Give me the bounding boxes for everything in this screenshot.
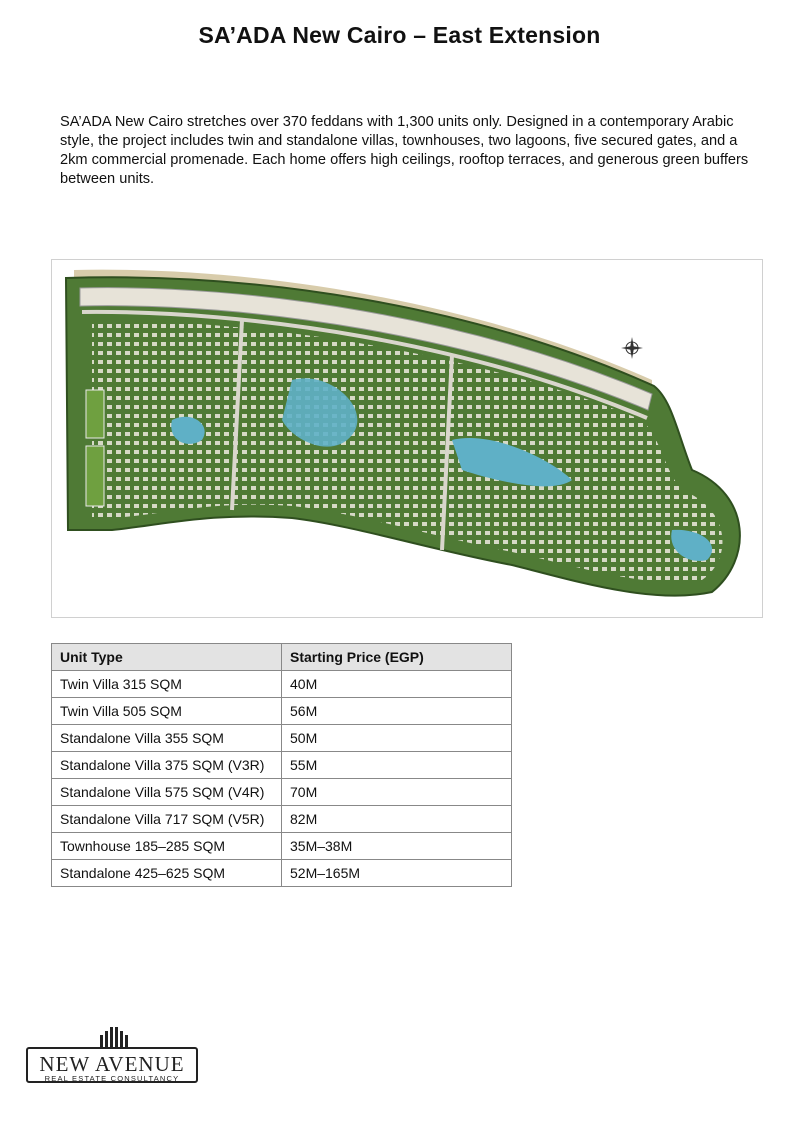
price-cell: 50M	[282, 725, 512, 752]
table-row	[52, 752, 512, 779]
price-cell: 52M–165M	[282, 860, 512, 887]
page-title: SA’ADA New Cairo – East Extension	[198, 22, 601, 48]
column-header-starting-price: Starting Price (EGP)	[282, 644, 512, 671]
unit-type-cell: Twin Villa 505 SQM	[52, 698, 282, 725]
villa-clusters	[92, 320, 722, 582]
unit-type-cell: Standalone Villa 355 SQM	[52, 725, 282, 752]
price-cell: 55M	[282, 752, 512, 779]
table-row	[52, 779, 512, 806]
unit-type-cell: Standalone Villa 575 SQM (V4R)	[52, 779, 282, 806]
table-row	[52, 806, 512, 833]
master-plan-image	[51, 259, 763, 618]
sports-field	[86, 446, 104, 506]
master-plan-drawing	[52, 260, 762, 617]
unit-type-cell: Standalone Villa 375 SQM (V3R)	[52, 752, 282, 779]
table-row	[52, 698, 512, 725]
unit-type-cell: Townhouse 185–285 SQM	[52, 833, 282, 860]
table-row	[52, 833, 512, 860]
price-cell: 40M	[282, 671, 512, 698]
compass-icon	[621, 337, 643, 359]
price-cell: 35M–38M	[282, 833, 512, 860]
unit-type-cell: Standalone 425–625 SQM	[52, 860, 282, 887]
price-table	[51, 643, 512, 887]
logo-subtitle: REAL ESTATE CONSULTANCY	[44, 1074, 180, 1083]
price-cell: 56M	[282, 698, 512, 725]
price-cell: 70M	[282, 779, 512, 806]
table-row	[52, 725, 512, 752]
column-header-unit-type: Unit Type	[52, 644, 282, 671]
building-icon	[98, 1027, 130, 1049]
table-row	[52, 671, 512, 698]
intro-paragraph: SA’ADA New Cairo stretches over 370 feddans with 1,300 units only. Designed in a contemporary Arabic style, the project includes twin and standalone villas, townhouses, two lagoons, five secured gates, and a 2km commercial promenade. Each home offers high ceilings, rooftop terraces, and generous green buffers between units.	[60, 114, 749, 187]
table-row	[52, 860, 512, 887]
sports-field	[86, 390, 104, 438]
logo-name: NEW AVENUE	[39, 1052, 185, 1076]
unit-type-cell: Twin Villa 315 SQM	[52, 671, 282, 698]
price-cell: 82M	[282, 806, 512, 833]
table-header-row	[52, 644, 512, 671]
new-avenue-logo	[26, 1027, 202, 1087]
unit-type-cell: Standalone Villa 717 SQM (V5R)	[52, 806, 282, 833]
logo-frame	[26, 1047, 198, 1083]
